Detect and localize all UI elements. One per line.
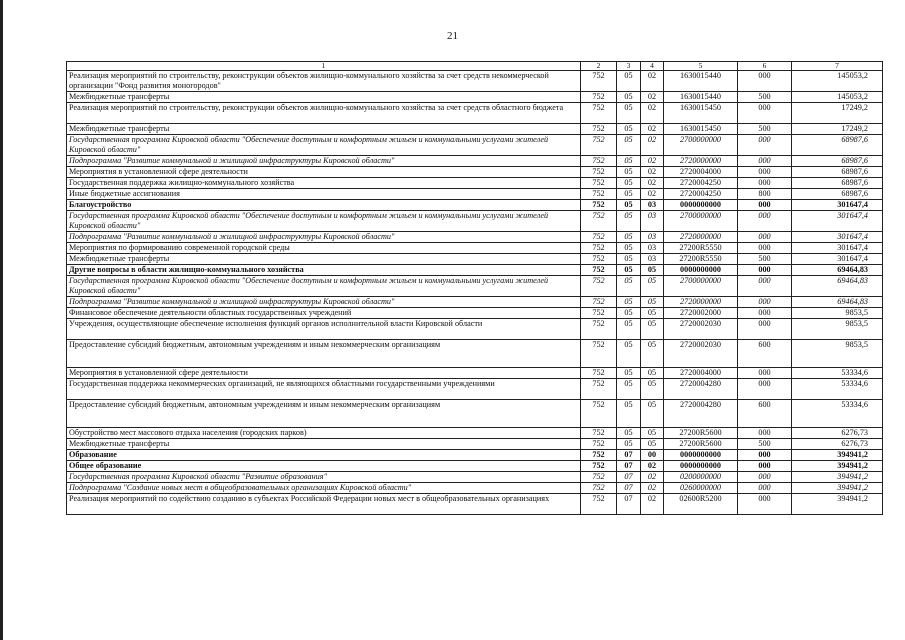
ministry-code-cell: 752 bbox=[581, 189, 617, 200]
expense-type-cell: 500 bbox=[738, 439, 792, 450]
table-row bbox=[67, 276, 883, 297]
table-row bbox=[67, 450, 883, 461]
expense-type-cell: 000 bbox=[738, 211, 792, 232]
row-name-cell: Общее образование bbox=[67, 461, 581, 472]
ministry-code-cell: 752 bbox=[581, 103, 617, 124]
expense-type-cell: 000 bbox=[738, 472, 792, 483]
subsection-code-cell: 02 bbox=[641, 135, 664, 156]
target-article-cell: 27200R5600 bbox=[664, 439, 738, 450]
row-name-cell: Реализация мероприятий по строительству, реконструкции объектов жилищно-коммунального хозяйства за счет средств некоммерческой организации "Фонд развития моногородов" bbox=[67, 71, 581, 92]
subsection-code-cell: 02 bbox=[641, 167, 664, 178]
subsection-code-cell: 05 bbox=[641, 276, 664, 297]
expense-type-cell: 000 bbox=[738, 156, 792, 167]
section-code-cell: 05 bbox=[617, 211, 641, 232]
amount-cell: 17249,2 bbox=[792, 124, 883, 135]
subsection-code-cell: 03 bbox=[641, 243, 664, 254]
ministry-code-cell: 752 bbox=[581, 232, 617, 243]
budget-table bbox=[66, 61, 883, 515]
section-code-cell: 07 bbox=[617, 450, 641, 461]
ministry-code-cell: 752 bbox=[581, 439, 617, 450]
page-number: 21 bbox=[447, 30, 458, 42]
ministry-code-cell: 752 bbox=[581, 340, 617, 368]
row-name-cell: Мероприятия в установленной сфере деятельности bbox=[67, 167, 581, 178]
subsection-code-cell: 02 bbox=[641, 92, 664, 103]
target-article-cell: 0000000000 bbox=[664, 200, 738, 211]
target-article-cell: 2700000000 bbox=[664, 135, 738, 156]
amount-cell: 394941,2 bbox=[792, 472, 883, 483]
ministry-code-cell: 752 bbox=[581, 167, 617, 178]
column-header: 3 bbox=[617, 62, 641, 71]
table-row bbox=[67, 319, 883, 340]
section-code-cell: 05 bbox=[617, 297, 641, 308]
amount-cell: 68987,6 bbox=[792, 156, 883, 167]
target-article-cell: 2720004000 bbox=[664, 368, 738, 379]
row-name-cell: Подпрограмма "Развитие коммунальной и жилищной инфраструктуры Кировской области" bbox=[67, 156, 581, 167]
subsection-code-cell: 00 bbox=[641, 450, 664, 461]
ministry-code-cell: 752 bbox=[581, 200, 617, 211]
target-article-cell: 2720004000 bbox=[664, 167, 738, 178]
amount-cell: 17249,2 bbox=[792, 103, 883, 124]
column-header: 5 bbox=[664, 62, 738, 71]
expense-type-cell: 600 bbox=[738, 340, 792, 368]
scan-edge bbox=[0, 0, 3, 640]
table-row bbox=[67, 494, 883, 515]
expense-type-cell: 000 bbox=[738, 297, 792, 308]
ministry-code-cell: 752 bbox=[581, 71, 617, 92]
row-name-cell: Предоставление субсидий бюджетным, автономным учреждениям и иным некоммерческим организациям bbox=[67, 400, 581, 428]
section-code-cell: 05 bbox=[617, 156, 641, 167]
subsection-code-cell: 03 bbox=[641, 211, 664, 232]
row-name-cell: Межбюджетные трансферты bbox=[67, 92, 581, 103]
table-row bbox=[67, 297, 883, 308]
table-row bbox=[67, 472, 883, 483]
expense-type-cell: 000 bbox=[738, 428, 792, 439]
section-code-cell: 07 bbox=[617, 461, 641, 472]
section-code-cell: 05 bbox=[617, 265, 641, 276]
table-row bbox=[67, 340, 883, 368]
expense-type-cell: 000 bbox=[738, 483, 792, 494]
target-article-cell: 2700000000 bbox=[664, 211, 738, 232]
ministry-code-cell: 752 bbox=[581, 450, 617, 461]
subsection-code-cell: 02 bbox=[641, 483, 664, 494]
row-name-cell: Реализация мероприятий по содействию созданию в субъектах Российской Федерации новых мест в общеобразовательных организациях bbox=[67, 494, 581, 515]
ministry-code-cell: 752 bbox=[581, 243, 617, 254]
section-code-cell: 05 bbox=[617, 167, 641, 178]
expense-type-cell: 000 bbox=[738, 368, 792, 379]
ministry-code-cell: 752 bbox=[581, 319, 617, 340]
target-article-cell: 0000000000 bbox=[664, 461, 738, 472]
expense-type-cell: 000 bbox=[738, 450, 792, 461]
section-code-cell: 05 bbox=[617, 439, 641, 450]
ministry-code-cell: 752 bbox=[581, 461, 617, 472]
subsection-code-cell: 03 bbox=[641, 232, 664, 243]
table-row bbox=[67, 103, 883, 124]
target-article-cell: 2720000000 bbox=[664, 232, 738, 243]
ministry-code-cell: 752 bbox=[581, 428, 617, 439]
subsection-code-cell: 02 bbox=[641, 189, 664, 200]
expense-type-cell: 000 bbox=[738, 103, 792, 124]
table-row bbox=[67, 265, 883, 276]
table-row bbox=[67, 135, 883, 156]
subsection-code-cell: 05 bbox=[641, 340, 664, 368]
section-code-cell: 05 bbox=[617, 92, 641, 103]
row-name-cell: Обустройство мест массового отдыха населения (городских парков) bbox=[67, 428, 581, 439]
amount-cell: 145053,2 bbox=[792, 92, 883, 103]
section-code-cell: 07 bbox=[617, 472, 641, 483]
amount-cell: 69464,83 bbox=[792, 276, 883, 297]
section-code-cell: 05 bbox=[617, 276, 641, 297]
row-name-cell: Межбюджетные трансферты bbox=[67, 254, 581, 265]
table-row bbox=[67, 211, 883, 232]
amount-cell: 69464,83 bbox=[792, 297, 883, 308]
target-article-cell: 2720004280 bbox=[664, 379, 738, 400]
amount-cell: 6276,73 bbox=[792, 428, 883, 439]
ministry-code-cell: 752 bbox=[581, 178, 617, 189]
column-header: 1 bbox=[67, 62, 581, 71]
section-code-cell: 05 bbox=[617, 103, 641, 124]
amount-cell: 69464,83 bbox=[792, 265, 883, 276]
table-row bbox=[67, 189, 883, 200]
table-row bbox=[67, 156, 883, 167]
column-header: 6 bbox=[738, 62, 792, 71]
amount-cell: 301647,4 bbox=[792, 200, 883, 211]
target-article-cell: 1630015450 bbox=[664, 103, 738, 124]
amount-cell: 394941,2 bbox=[792, 450, 883, 461]
subsection-code-cell: 05 bbox=[641, 308, 664, 319]
amount-cell: 145053,2 bbox=[792, 71, 883, 92]
ministry-code-cell: 752 bbox=[581, 368, 617, 379]
ministry-code-cell: 752 bbox=[581, 483, 617, 494]
section-code-cell: 05 bbox=[617, 124, 641, 135]
row-name-cell: Иные бюджетные ассигнования bbox=[67, 189, 581, 200]
target-article-cell: 0260000000 bbox=[664, 483, 738, 494]
row-name-cell: Государственная поддержка некоммерческих организаций, не являющихся областными государственными учреждениями bbox=[67, 379, 581, 400]
column-header: 4 bbox=[641, 62, 664, 71]
row-name-cell: Другие вопросы в области жилищно-коммунального хозяйства bbox=[67, 265, 581, 276]
row-name-cell: Мероприятия по формированию современной городской среды bbox=[67, 243, 581, 254]
table-row bbox=[67, 439, 883, 450]
expense-type-cell: 000 bbox=[738, 276, 792, 297]
section-code-cell: 05 bbox=[617, 254, 641, 265]
section-code-cell: 05 bbox=[617, 243, 641, 254]
subsection-code-cell: 02 bbox=[641, 156, 664, 167]
subsection-code-cell: 02 bbox=[641, 103, 664, 124]
target-article-cell: 2720004280 bbox=[664, 400, 738, 428]
row-name-cell: Межбюджетные трансферты bbox=[67, 124, 581, 135]
amount-cell: 9853,5 bbox=[792, 308, 883, 319]
section-code-cell: 05 bbox=[617, 368, 641, 379]
expense-type-cell: 000 bbox=[738, 135, 792, 156]
subsection-code-cell: 02 bbox=[641, 124, 664, 135]
amount-cell: 394941,2 bbox=[792, 494, 883, 515]
target-article-cell: 2720004250 bbox=[664, 178, 738, 189]
table-row bbox=[67, 178, 883, 189]
amount-cell: 301647,4 bbox=[792, 243, 883, 254]
table-row bbox=[67, 379, 883, 400]
amount-cell: 301647,4 bbox=[792, 232, 883, 243]
expense-type-cell: 000 bbox=[738, 178, 792, 189]
ministry-code-cell: 752 bbox=[581, 308, 617, 319]
subsection-code-cell: 05 bbox=[641, 319, 664, 340]
row-name-cell: Подпрограмма "Развитие коммунальной и жилищной инфраструктуры Кировской области" bbox=[67, 232, 581, 243]
amount-cell: 68987,6 bbox=[792, 178, 883, 189]
expense-type-cell: 000 bbox=[738, 200, 792, 211]
expense-type-cell: 500 bbox=[738, 92, 792, 103]
subsection-code-cell: 03 bbox=[641, 254, 664, 265]
amount-cell: 53334,6 bbox=[792, 379, 883, 400]
ministry-code-cell: 752 bbox=[581, 297, 617, 308]
target-article-cell: 0000000000 bbox=[664, 265, 738, 276]
row-name-cell: Государственная программа Кировской области "Обеспечение доступным и комфортным жильем и коммунальными услугами жителей Кировской области" bbox=[67, 211, 581, 232]
row-name-cell: Предоставление субсидий бюджетным, автономным учреждениям и иным некоммерческим организациям bbox=[67, 340, 581, 368]
section-code-cell: 05 bbox=[617, 400, 641, 428]
row-name-cell: Государственная программа Кировской области "Обеспечение доступным и комфортным жильем и коммунальными услугами жителей Кировской области" bbox=[67, 276, 581, 297]
row-name-cell: Реализация мероприятий по строительству, реконструкции объектов жилищно-коммунального хозяйства за счет средств областного бюджета bbox=[67, 103, 581, 124]
amount-cell: 394941,2 bbox=[792, 461, 883, 472]
section-code-cell: 05 bbox=[617, 71, 641, 92]
ministry-code-cell: 752 bbox=[581, 156, 617, 167]
subsection-code-cell: 05 bbox=[641, 379, 664, 400]
table-row bbox=[67, 254, 883, 265]
expense-type-cell: 000 bbox=[738, 308, 792, 319]
amount-cell: 53334,6 bbox=[792, 368, 883, 379]
target-article-cell: 0200000000 bbox=[664, 472, 738, 483]
amount-cell: 68987,6 bbox=[792, 189, 883, 200]
amount-cell: 68987,6 bbox=[792, 167, 883, 178]
table-row bbox=[67, 461, 883, 472]
subsection-code-cell: 02 bbox=[641, 494, 664, 515]
ministry-code-cell: 752 bbox=[581, 92, 617, 103]
section-code-cell: 05 bbox=[617, 319, 641, 340]
section-code-cell: 05 bbox=[617, 379, 641, 400]
expense-type-cell: 000 bbox=[738, 243, 792, 254]
section-code-cell: 07 bbox=[617, 494, 641, 515]
column-header: 7 bbox=[792, 62, 883, 71]
table-row bbox=[67, 308, 883, 319]
subsection-code-cell: 05 bbox=[641, 368, 664, 379]
amount-cell: 301647,4 bbox=[792, 211, 883, 232]
amount-cell: 53334,6 bbox=[792, 400, 883, 428]
target-article-cell: 2720002000 bbox=[664, 308, 738, 319]
amount-cell: 6276,73 bbox=[792, 439, 883, 450]
table-row bbox=[67, 232, 883, 243]
ministry-code-cell: 752 bbox=[581, 254, 617, 265]
row-name-cell: Государственная поддержка жилищно-коммунального хозяйства bbox=[67, 178, 581, 189]
table-row bbox=[67, 428, 883, 439]
expense-type-cell: 500 bbox=[738, 254, 792, 265]
table-row bbox=[67, 483, 883, 494]
row-name-cell: Подпрограмма "Развитие коммунальной и жилищной инфраструктуры Кировской области" bbox=[67, 297, 581, 308]
ministry-code-cell: 752 bbox=[581, 211, 617, 232]
section-code-cell: 05 bbox=[617, 232, 641, 243]
amount-cell: 9853,5 bbox=[792, 340, 883, 368]
target-article-cell: 2720002030 bbox=[664, 340, 738, 368]
section-code-cell: 05 bbox=[617, 308, 641, 319]
subsection-code-cell: 05 bbox=[641, 265, 664, 276]
row-name-cell: Государственная программа Кировской области "Обеспечение доступным и комфортным жильем и коммунальными услугами жителей Кировской области" bbox=[67, 135, 581, 156]
table-row bbox=[67, 243, 883, 254]
ministry-code-cell: 752 bbox=[581, 135, 617, 156]
table-row bbox=[67, 400, 883, 428]
expense-type-cell: 800 bbox=[738, 189, 792, 200]
target-article-cell: 2700000000 bbox=[664, 276, 738, 297]
subsection-code-cell: 02 bbox=[641, 461, 664, 472]
amount-cell: 394941,2 bbox=[792, 483, 883, 494]
section-code-cell: 05 bbox=[617, 135, 641, 156]
section-code-cell: 05 bbox=[617, 178, 641, 189]
target-article-cell: 1630015450 bbox=[664, 124, 738, 135]
subsection-code-cell: 03 bbox=[641, 200, 664, 211]
target-article-cell: 2720000000 bbox=[664, 156, 738, 167]
table-row bbox=[67, 167, 883, 178]
expense-type-cell: 600 bbox=[738, 400, 792, 428]
table-row bbox=[67, 124, 883, 135]
row-name-cell: Учреждения, осуществляющие обеспечение исполнения функций органов исполнительной власти Кировской области bbox=[67, 319, 581, 340]
target-article-cell: 1630015440 bbox=[664, 92, 738, 103]
ministry-code-cell: 752 bbox=[581, 276, 617, 297]
expense-type-cell: 000 bbox=[738, 494, 792, 515]
subsection-code-cell: 02 bbox=[641, 472, 664, 483]
ministry-code-cell: 752 bbox=[581, 400, 617, 428]
subsection-code-cell: 05 bbox=[641, 297, 664, 308]
target-article-cell: 27200R5550 bbox=[664, 254, 738, 265]
row-name-cell: Образование bbox=[67, 450, 581, 461]
ministry-code-cell: 752 bbox=[581, 472, 617, 483]
ministry-code-cell: 752 bbox=[581, 124, 617, 135]
target-article-cell: 2720004250 bbox=[664, 189, 738, 200]
subsection-code-cell: 05 bbox=[641, 400, 664, 428]
subsection-code-cell: 02 bbox=[641, 71, 664, 92]
section-code-cell: 05 bbox=[617, 340, 641, 368]
expense-type-cell: 000 bbox=[738, 461, 792, 472]
row-name-cell: Финансовое обеспечение деятельности областных государственных учреждений bbox=[67, 308, 581, 319]
table-row bbox=[67, 92, 883, 103]
target-article-cell: 1630015440 bbox=[664, 71, 738, 92]
expense-type-cell: 000 bbox=[738, 319, 792, 340]
expense-type-cell: 000 bbox=[738, 232, 792, 243]
section-code-cell: 05 bbox=[617, 189, 641, 200]
table-row bbox=[67, 71, 883, 92]
amount-cell: 68987,6 bbox=[792, 135, 883, 156]
target-article-cell: 2720000000 bbox=[664, 297, 738, 308]
subsection-code-cell: 05 bbox=[641, 428, 664, 439]
subsection-code-cell: 02 bbox=[641, 178, 664, 189]
row-name-cell: Мероприятия в установленной сфере деятельности bbox=[67, 368, 581, 379]
row-name-cell: Межбюджетные трансферты bbox=[67, 439, 581, 450]
ministry-code-cell: 752 bbox=[581, 265, 617, 276]
section-code-cell: 07 bbox=[617, 483, 641, 494]
target-article-cell: 27200R5600 bbox=[664, 428, 738, 439]
ministry-code-cell: 752 bbox=[581, 494, 617, 515]
expense-type-cell: 000 bbox=[738, 265, 792, 276]
table-row bbox=[67, 200, 883, 211]
row-name-cell: Государственная программа Кировской области "Развитие образования" bbox=[67, 472, 581, 483]
row-name-cell: Благоустройство bbox=[67, 200, 581, 211]
expense-type-cell: 500 bbox=[738, 124, 792, 135]
expense-type-cell: 000 bbox=[738, 167, 792, 178]
target-article-cell: 02600R5200 bbox=[664, 494, 738, 515]
column-header: 2 bbox=[581, 62, 617, 71]
section-code-cell: 05 bbox=[617, 200, 641, 211]
subsection-code-cell: 05 bbox=[641, 439, 664, 450]
expense-type-cell: 000 bbox=[738, 379, 792, 400]
target-article-cell: 2720002030 bbox=[664, 319, 738, 340]
target-article-cell: 0000000000 bbox=[664, 450, 738, 461]
target-article-cell: 27200R5550 bbox=[664, 243, 738, 254]
amount-cell: 301647,4 bbox=[792, 254, 883, 265]
row-name-cell: Подпрограмма "Создание новых мест в общеобразовательных организациях Кировской области" bbox=[67, 483, 581, 494]
table-header-row bbox=[67, 62, 883, 71]
expense-type-cell: 000 bbox=[738, 71, 792, 92]
ministry-code-cell: 752 bbox=[581, 379, 617, 400]
amount-cell: 9853,5 bbox=[792, 319, 883, 340]
table-row bbox=[67, 368, 883, 379]
section-code-cell: 05 bbox=[617, 428, 641, 439]
